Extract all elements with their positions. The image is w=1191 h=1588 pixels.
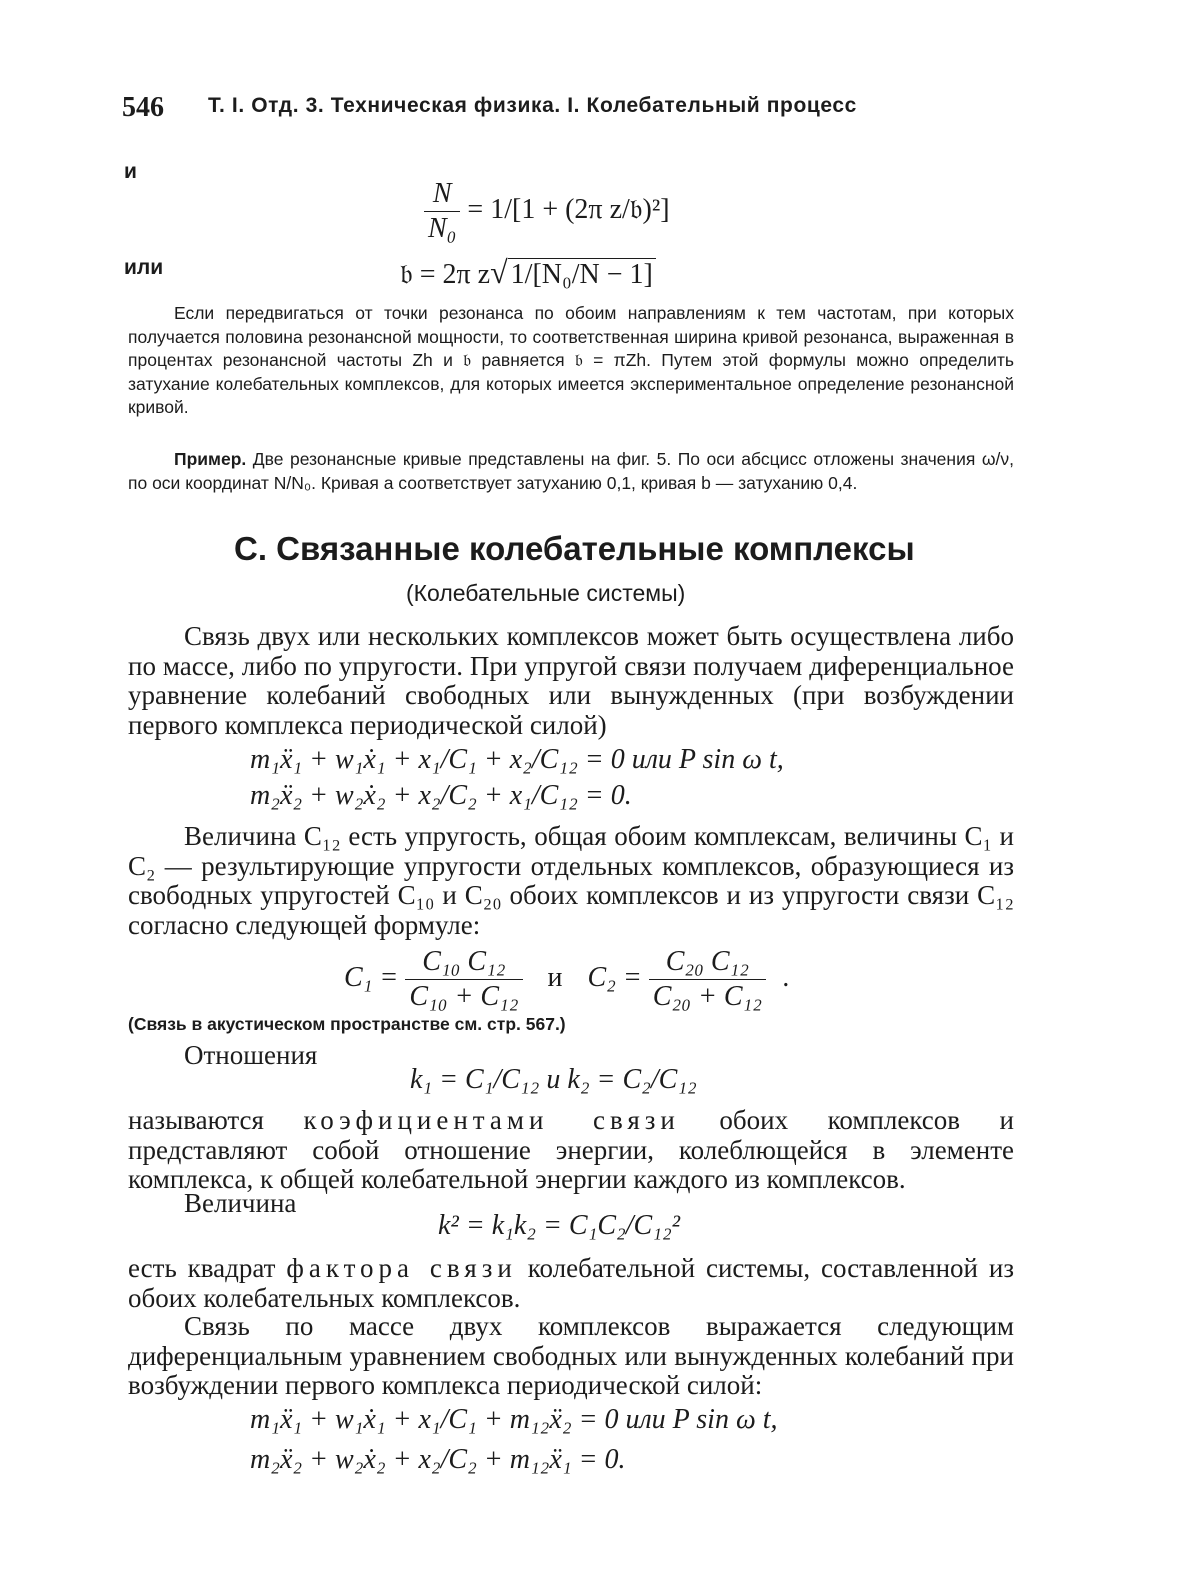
equation-coupling-coefficients: k₁ = C₁/C₁₂ и k₂ = C₂/C₁₂ [410, 1064, 697, 1095]
equation-width: 𝔟 = 2π z√ 1/[N₀/N − 1] [400, 254, 656, 291]
fraction-n-over-n0: $\frac{N}{\text{N₀}}$ [424, 178, 460, 245]
equation-mass-coupling-2: m₂ẍ₂ + w₂ẋ₂ + x₂/C₂ + m₁₂ẍ₁ = 0. [250, 1444, 626, 1475]
mass-coupling-paragraph: Связь по массе двух комплексов выражается следующим диференциальным уравнением свободных или вынужденных колебаний при возбуждении первого комплекса периодической силой: [128, 1311, 1014, 1400]
ratios-lead: Отношения [184, 1040, 318, 1070]
equation-power-ratio: $\frac{N}{\text{N₀}}$ = 1/[1 + (2π z/𝔟)²] [424, 178, 670, 245]
quantity-lead: Величина [184, 1188, 297, 1218]
equation-elastic-coupling-2: m₂ẍ₂ + w₂ẋ₂ + x₂/C₂ + x₁/C₁₂ = 0. [250, 780, 632, 811]
equation-coupling-factor: k² = k₁k₂ = C₁C₂/C₁₂² [438, 1210, 681, 1241]
running-title: Т. I. Отд. 3. Техническая физика. I. Колебательный процесс [208, 94, 857, 117]
word-or: или [124, 256, 164, 279]
section-title: C. Связанные колебательные комплексы [234, 530, 915, 567]
example-paragraph: Пример. Две резонансные кривые представлены на фиг. 5. По оси абсцисс отложены значения ω/ν, по оси координат N/N₀. Кривая a соответствует затуханию 0,1, кривая b — затуханию 0,4. [128, 449, 1014, 493]
coupling-factor-paragraph: есть квадрат фактора связи колебательной системы, составленной из обоих колебательных комплексов. [128, 1253, 1014, 1313]
page-number: 546 [122, 92, 164, 123]
section-subtitle: (Колебательные системы) [406, 580, 686, 606]
coupling-coefficients-paragraph: называются коэфициентами связи обоих комплексов и представляют собой отношение энергии, колеблющейся в элементе комплекса, к общей колебательной энергии каждого из комплексов. [128, 1105, 1014, 1194]
equation-elastic-coupling-1: m₁ẍ₁ + w₁ẋ₁ + x₁/C₁ + x₂/C₁₂ = 0 или P sin ω t, [250, 744, 784, 775]
resonance-width-paragraph: Если передвигаться от точки резонанса по обоим направлениям к тем частотам, при которых получается половина резонансной мощности, то соответственная ширина кривой резонанса, выраженная в процентах резонансной частоты Zh и 𝔟 равняется 𝔟 = πZh. Путем этой формулы можно определить затухание колебательных комплексов, для которых имеется экспериментальное определение резонансной кривой. [128, 303, 1014, 417]
word-and: и [124, 160, 137, 183]
elasticity-paragraph: Величина C₁₂ есть упругость, общая обоим комплексам, величины C₁ и C₂ — результирующие упругости отдельных комплексов, образующиеся из свободных упругостей C₁₀ и C₂₀ обоих комплексов и из упругости связи C₁₂ согласно следующей формуле: [128, 821, 1014, 940]
equation-mass-coupling-1: m₁ẍ₁ + w₁ẋ₁ + x₁/C₁ + m₁₂ẍ₂ = 0 или P sin ω t, [250, 1404, 778, 1435]
equation-resulting-elasticity: C₁ = $\frac{\text{C₁₀ C₁₂}}{\text{C₁₀ + C₁₂}}$ и C₂ = $\frac{\text{C₂₀ C₁₂}}{\text{C₂₀ + C₁₂}}$ . [344, 946, 790, 1012]
acoustic-note: (Связь в акустическом пространстве см. стр. 567.) [128, 1014, 566, 1034]
coupling-paragraph: Связь двух или нескольких комплексов может быть осуществлена либо по массе, либо по упругости. При упругой связи получаем диференциальное уравнение колебаний свободных или вынужденных (при возбуждении первого комплекса периодической силой) [128, 621, 1014, 740]
